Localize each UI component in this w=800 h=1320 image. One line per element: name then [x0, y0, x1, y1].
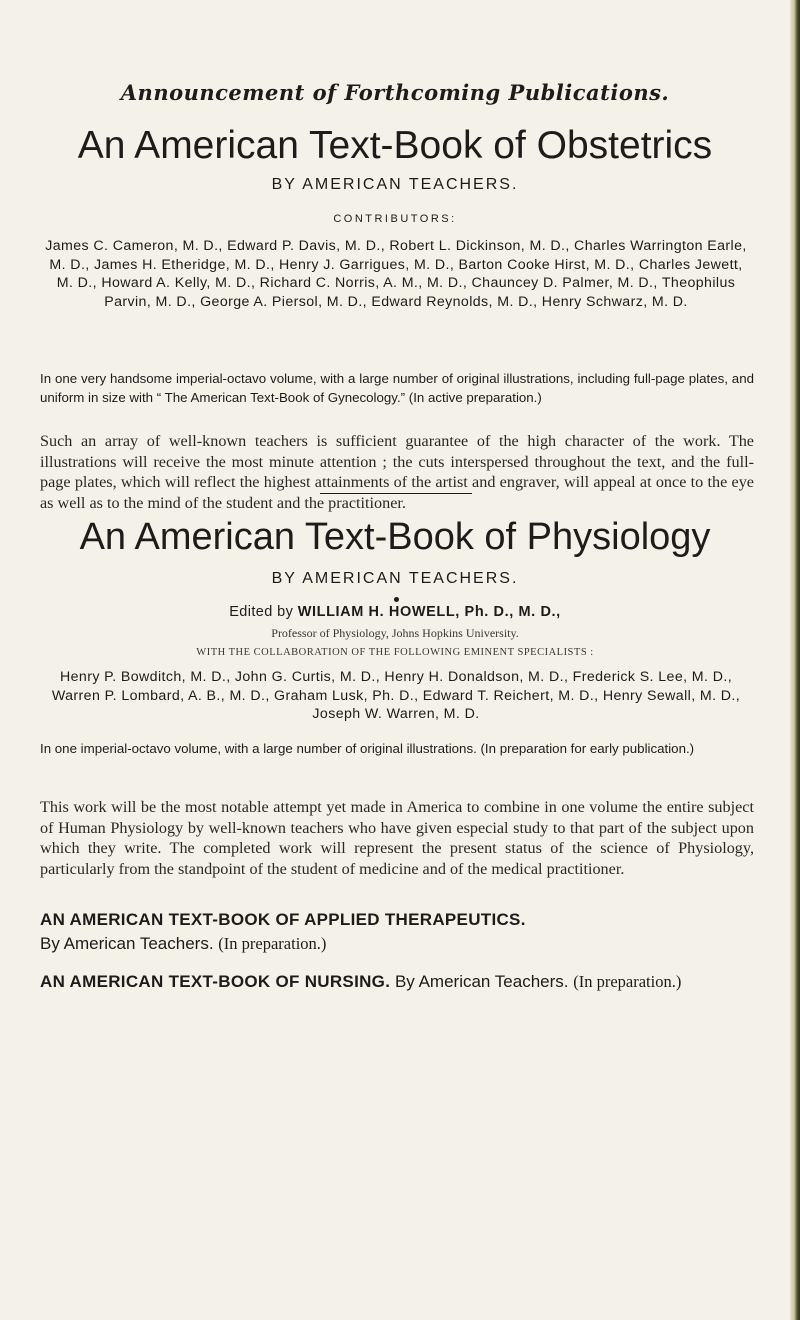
therapeutics-title: AN AMERICAN TEXT-BOOK OF APPLIED THERAPEUTICS.	[40, 910, 526, 929]
collaboration-heading: WITH THE COLLABORATION OF THE FOLLOWING EMINENT SPECIALISTS :	[196, 647, 594, 658]
contributors-heading: CONTRIBUTORS:	[333, 213, 457, 225]
obstetrics-title: An American Text-Book of Obstetrics	[77, 124, 713, 167]
obstetrics-byline: BY AMERICAN TEACHERS.	[271, 176, 519, 193]
physiology-editor-line	[0, 604, 790, 620]
bullet-dot	[394, 597, 399, 602]
obstetrics-contributors: James C. Cameron, M. D., Edward P. Davis, M. D., Robert L. Dickinson, M. D., Charles Warrington Earle, M. D., James H. Etheridge, M. D., Henry J. Garrigues, M. D., Barton Cooke Hirst, M. D., Charles Jewett, M. D., Howard A. Kelly, M. D., Richard C. Norris, A. M., M. D., Chauncey D. Palmer, M. D., Theophilus Parvin, M. D., George A. Piersol, M. D., Edward Reynolds, M. D., Henry Schwarz, M. D.	[45, 238, 747, 310]
edited-by-label: Edited by	[229, 604, 294, 620]
nursing-byline: By American Teachers.	[394, 972, 569, 991]
page-header: Announcement of Forthcoming Publications.	[120, 80, 670, 105]
physiology-title: An American Text-Book of Physiology	[79, 516, 711, 558]
editor-affiliation: Professor of Physiology, Johns Hopkins University.	[271, 626, 519, 640]
physiology-body: This work will be the most notable attempt yet made in America to combine in one volume the entire subject of Human Physiology by well-known teachers who have given especial study to that part of the subject upon which they write. The completed work will represent the present status of the science of Physiology, particularly from the standpoint of the student of medicine and of the medical practitioner.	[40, 798, 754, 878]
therapeutics-entry	[40, 908, 754, 956]
nursing-entry	[40, 970, 754, 994]
physiology-description: In one imperial-octavo volume, with a large number of original illustrations. (In preparation for early publication.)	[40, 741, 695, 756]
section-divider	[320, 493, 472, 494]
obstetrics-body: Such an array of well-known teachers is sufficient guarantee of the high character of the work. The illustrations will receive the most minute attention ; the cuts interspersed throughout the text, and the full-page plates, which will reflect the highest attainments of the artist and engraver, will appeal at once to the eye as well as to the mind of the student and the practitioner.	[40, 432, 754, 512]
editor-name: WILLIAM H. HOWELL, Ph. D., M. D.,	[297, 604, 561, 620]
therapeutics-byline: By American Teachers.	[40, 934, 214, 953]
nursing-title: AN AMERICAN TEXT-BOOK OF NURSING.	[40, 972, 391, 991]
therapeutics-status: (In preparation.)	[218, 934, 327, 953]
physiology-byline: BY AMERICAN TEACHERS.	[271, 570, 519, 587]
physiology-contributors: Henry P. Bowditch, M. D., John G. Curtis, M. D., Henry H. Donaldson, M. D., Frederick S. Lee, M. D., Warren P. Lombard, A. B., M. D., Graham Lusk, Ph. D., Edward T. Reichert, M. D., Henry Sewall, M. D., Joseph W. Warren, M. D.	[51, 669, 741, 722]
nursing-status: (In preparation.)	[573, 972, 682, 991]
obstetrics-description: In one very handsome imperial-octavo volume, with a large number of original illustrations, including full-page plates, and uniform in size with “ The American Text-Book of Gynecology.” (In active preparation.)	[40, 371, 754, 405]
page-edge	[790, 0, 800, 1320]
